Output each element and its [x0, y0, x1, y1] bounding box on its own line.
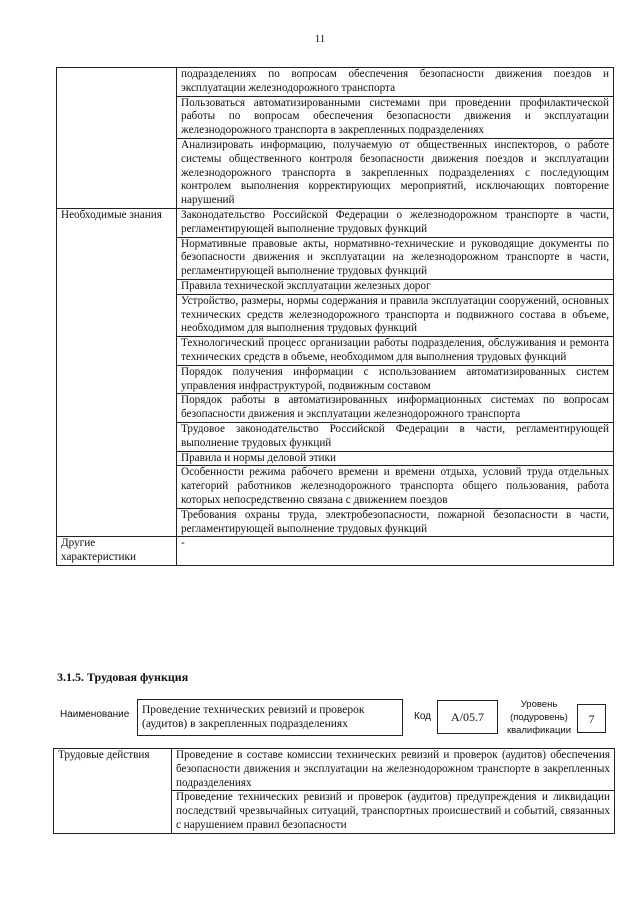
requirements-table [56, 67, 614, 566]
table-cell: Трудовое законодательство Российской Федерации в части, регламентирующей выполнение трудовых функций [177, 422, 614, 451]
level-label: Уровень (подуровень) квалификации [506, 699, 572, 736]
table-cell: Требования охраны труда, электробезопасности, пожарной безопасности в части, регламентирующей выполнение трудовых функций [177, 508, 614, 537]
table-cell: Правила и нормы деловой этики [177, 451, 614, 466]
table-row [54, 749, 615, 791]
table-cell: Проведение технических ревизий и проверок (аудитов) предупреждения и ликвидации последствий чрезвычайных ситуаций, транспортных происшествий и событий, связанных с нарушением правил безопасности [172, 791, 615, 833]
row-label-knowledge: Необходимые знания [57, 208, 177, 536]
table-cell: Правила технической эксплуатации железных дорог [177, 279, 614, 294]
table-cell: подразделениях по вопросам обеспечения безопасности движения поездов и эксплуатации железнодорожного транспорта [177, 68, 614, 97]
actions-table [53, 748, 615, 834]
table-row [57, 208, 614, 237]
section-title: 3.1.5. Трудовая функция [57, 670, 189, 684]
table-cell: Особенности режима рабочего времени и времени отдыха, условий труда отдельных категорий работников железнодорожного транспорта общего пользования, работа которых непосредственно связана с движением поездов [177, 466, 614, 508]
table-cell: Законодательство Российской Федерации о железнодорожном транспорте в части, регламентирующей выполнение трудовых функций [177, 208, 614, 237]
code-label: Код [414, 711, 432, 722]
table-cell: Пользоваться автоматизированными системами при проведении профилактической работы по вопросам обеспечения безопасности движения и эксплуатации железнодорожного транспорта в закрепленных подразделениях [177, 96, 614, 138]
table-row [57, 68, 614, 97]
table-cell: - [177, 537, 614, 566]
row-label-actions: Трудовые действия [54, 749, 172, 834]
table-cell: Технологический процесс организации работы подразделения, обслуживания и ремонта технических средств в объеме, необходимом для выполнения трудовых функций [177, 337, 614, 366]
name-label: Наименование [60, 709, 130, 720]
page-number: 11 [314, 33, 326, 45]
table-row [57, 537, 614, 566]
table-cell: Порядок получения информации с использованием автоматизированных систем управления инфраструктурой, подвижным составом [177, 365, 614, 394]
table-cell: Порядок работы в автоматизированных информационных системах по вопросам безопасности движения и эксплуатации железнодорожного транспорта [177, 394, 614, 423]
level-box: 7 [577, 704, 606, 733]
row-label-other: Другие характеристики [57, 537, 177, 566]
table-cell: Устройство, размеры, нормы содержания и правила эксплуатации сооружений, основных технических средств железнодорожного транспорта и подвижного состава в объеме, необходимом для выполнения трудовых функций [177, 294, 614, 336]
table-cell: Нормативные правовые акты, нормативно-технические и руководящие документы по безопасности движения и эксплуатации на железнодорожном транспорте в части, регламентирующей выполнение трудовых функций [177, 237, 614, 279]
table-cell: Проведение в составе комиссии технических ревизий и проверок (аудитов) обеспечения безопасности движения и эксплуатации на железнодорожном транспорте в закрепленных подразделениях [172, 749, 615, 791]
code-box: A/05.7 [437, 700, 498, 734]
table-cell: Анализировать информацию, получаемую от общественных инспекторов, о работе системы общественного контроля безопасности движения поездов и эксплуатации железнодорожного транспорта в закрепленных подразделениях с последующим контролем выполнения корректирующих мероприятий, исключающих повторение нарушений [177, 138, 614, 208]
row-label [57, 68, 177, 209]
function-name-box: Проведение технических ревизий и проверок (аудитов) в закрепленных подразделениях [137, 699, 403, 736]
